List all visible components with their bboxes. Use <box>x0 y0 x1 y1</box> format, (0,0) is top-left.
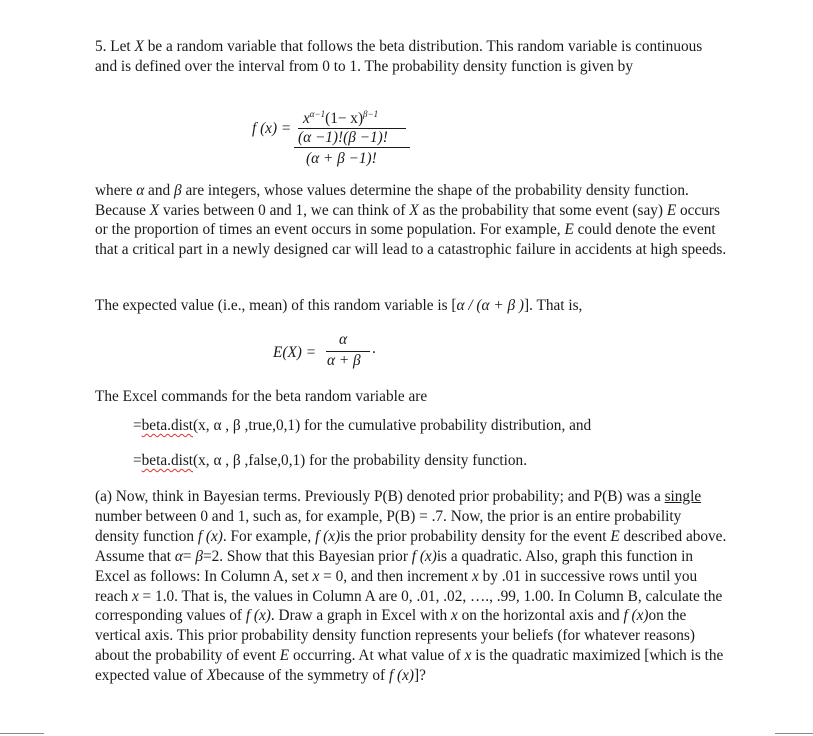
text: (x, α , β ,true,0,1) for the cumulative probability distribution, and <box>193 417 592 434</box>
beta: β <box>173 182 182 199</box>
exp-1: α−1 <box>309 109 326 119</box>
text: is the prior probability density for the event <box>340 527 611 545</box>
excel-intro: The Excel commands for the beta random variable are <box>95 388 428 405</box>
var-x: x <box>131 587 139 605</box>
formula-lhs: f (x) = <box>252 120 292 137</box>
text: varies between 0 and 1, we can think of <box>159 201 410 219</box>
inner-denominator: (α −1)!(β −1)! <box>298 129 388 146</box>
var-x: X <box>134 38 144 55</box>
text: occurs or the proportion of times an event occurs in some population. For example, <box>95 201 720 239</box>
text: = <box>133 417 142 434</box>
expected-fraction: α / (α + β ) <box>456 297 525 314</box>
excel-command-pdf <box>133 451 723 471</box>
part-a-paragraph <box>95 487 727 686</box>
text: where <box>95 182 137 199</box>
exp-2: β−1 <box>363 109 379 119</box>
text: number between 0 and 1, such as, for example, P(B) = .7. Now, the prior is an entire probability density function <box>95 507 682 545</box>
page-edge-line-left <box>0 733 44 734</box>
var-e: E <box>564 221 574 239</box>
text: (a) Now, think in Bayesian terms. Previously P(B) denoted prior probability; and P(B) was a <box>95 488 665 505</box>
text: (x, α , β ,false,0,1) for the probability density function. <box>193 452 528 469</box>
var-x: X <box>149 201 160 219</box>
text: = 0, and then increment <box>319 567 472 585</box>
alpha: α <box>174 547 183 565</box>
var-e: E <box>666 201 677 219</box>
var-e: E <box>279 647 290 665</box>
underlined-single: single <box>664 488 702 505</box>
fx: f (x) <box>388 667 415 685</box>
var-e: E <box>610 527 620 545</box>
fx: f (x) <box>623 607 649 625</box>
intro-paragraph <box>95 37 727 76</box>
function-name: beta.dist <box>141 417 194 434</box>
text: on the horizontal axis and <box>457 607 624 625</box>
text: and <box>144 182 174 199</box>
text: occurring. At what value of <box>289 647 465 665</box>
text: =2. Show that this Bayesian prior <box>203 547 412 565</box>
var-x: x <box>464 647 472 665</box>
text: because of the symmetry of <box>216 667 389 685</box>
ex-dot: . <box>372 340 376 357</box>
function-name: beta.dist <box>141 452 194 469</box>
text: as the probability that some event (say) <box>418 201 667 219</box>
text: by .01 in successive rows until you reach <box>95 567 698 605</box>
text: = 1.0. That is, the values in Column A are 0, .01, .02, …., .99, 1.00. In Column B, calculate the corresponding values of <box>95 587 723 625</box>
text: on the vertical axis. This prior probability density function represents your beliefs (for whatever reasons) about the probability of event <box>95 607 695 665</box>
where-paragraph <box>95 181 727 259</box>
var-x: x <box>312 567 320 585</box>
alpha: α <box>136 182 145 199</box>
text: 5. Let <box>95 38 135 55</box>
text: are integers, whose values determine the shape of the probability density function. Because <box>95 182 689 219</box>
var-x: x <box>471 567 479 585</box>
page-edge-line-right <box>775 733 813 734</box>
text: is the quadratic maximized [which is the expected value of <box>95 647 724 685</box>
text: could denote the event that a critical part in a newly designed car will lead to a catastrophic failure in accidents at high speeds. <box>95 221 727 258</box>
text: ]. That is, <box>524 297 583 314</box>
fx: f (x) <box>245 607 271 625</box>
text: The expected value (i.e., mean) of this random variable is [ <box>95 297 457 314</box>
fx: f (x) <box>411 547 437 565</box>
ex-lhs: E(X) = <box>273 344 317 361</box>
ex-numerator: α <box>339 331 348 348</box>
text: . For example, <box>222 527 316 545</box>
text: . Draw a graph in Excel with <box>270 607 451 625</box>
excel-command-cdf <box>133 416 723 436</box>
expected-value-paragraph <box>95 296 727 316</box>
text: is a quadratic. Also, graph this function in Excel as follows: In Column A, set <box>95 547 693 585</box>
fx: f (x) <box>315 527 341 545</box>
outer-denominator: (α + β −1)! <box>306 150 377 167</box>
num-mid: (1− x) <box>325 110 364 128</box>
var-x: x <box>450 607 458 625</box>
text: = <box>133 452 142 469</box>
var-x: X <box>206 667 217 685</box>
text: be a random variable that follows the beta distribution. This random variable is continuous and is defined over the interval from 0 to 1. The probability density function is given by <box>95 38 703 75</box>
text: = <box>182 547 196 565</box>
formula-numerator <box>303 109 378 128</box>
var-x: X <box>409 201 419 219</box>
ex-denominator: α + β <box>327 352 361 369</box>
fx: f (x) <box>197 527 223 545</box>
num-x: x <box>303 110 310 128</box>
text: described above. Assume that <box>95 527 727 565</box>
beta: β <box>195 547 203 565</box>
fraction-bar-outer <box>294 147 410 148</box>
text: ]? <box>414 667 426 685</box>
